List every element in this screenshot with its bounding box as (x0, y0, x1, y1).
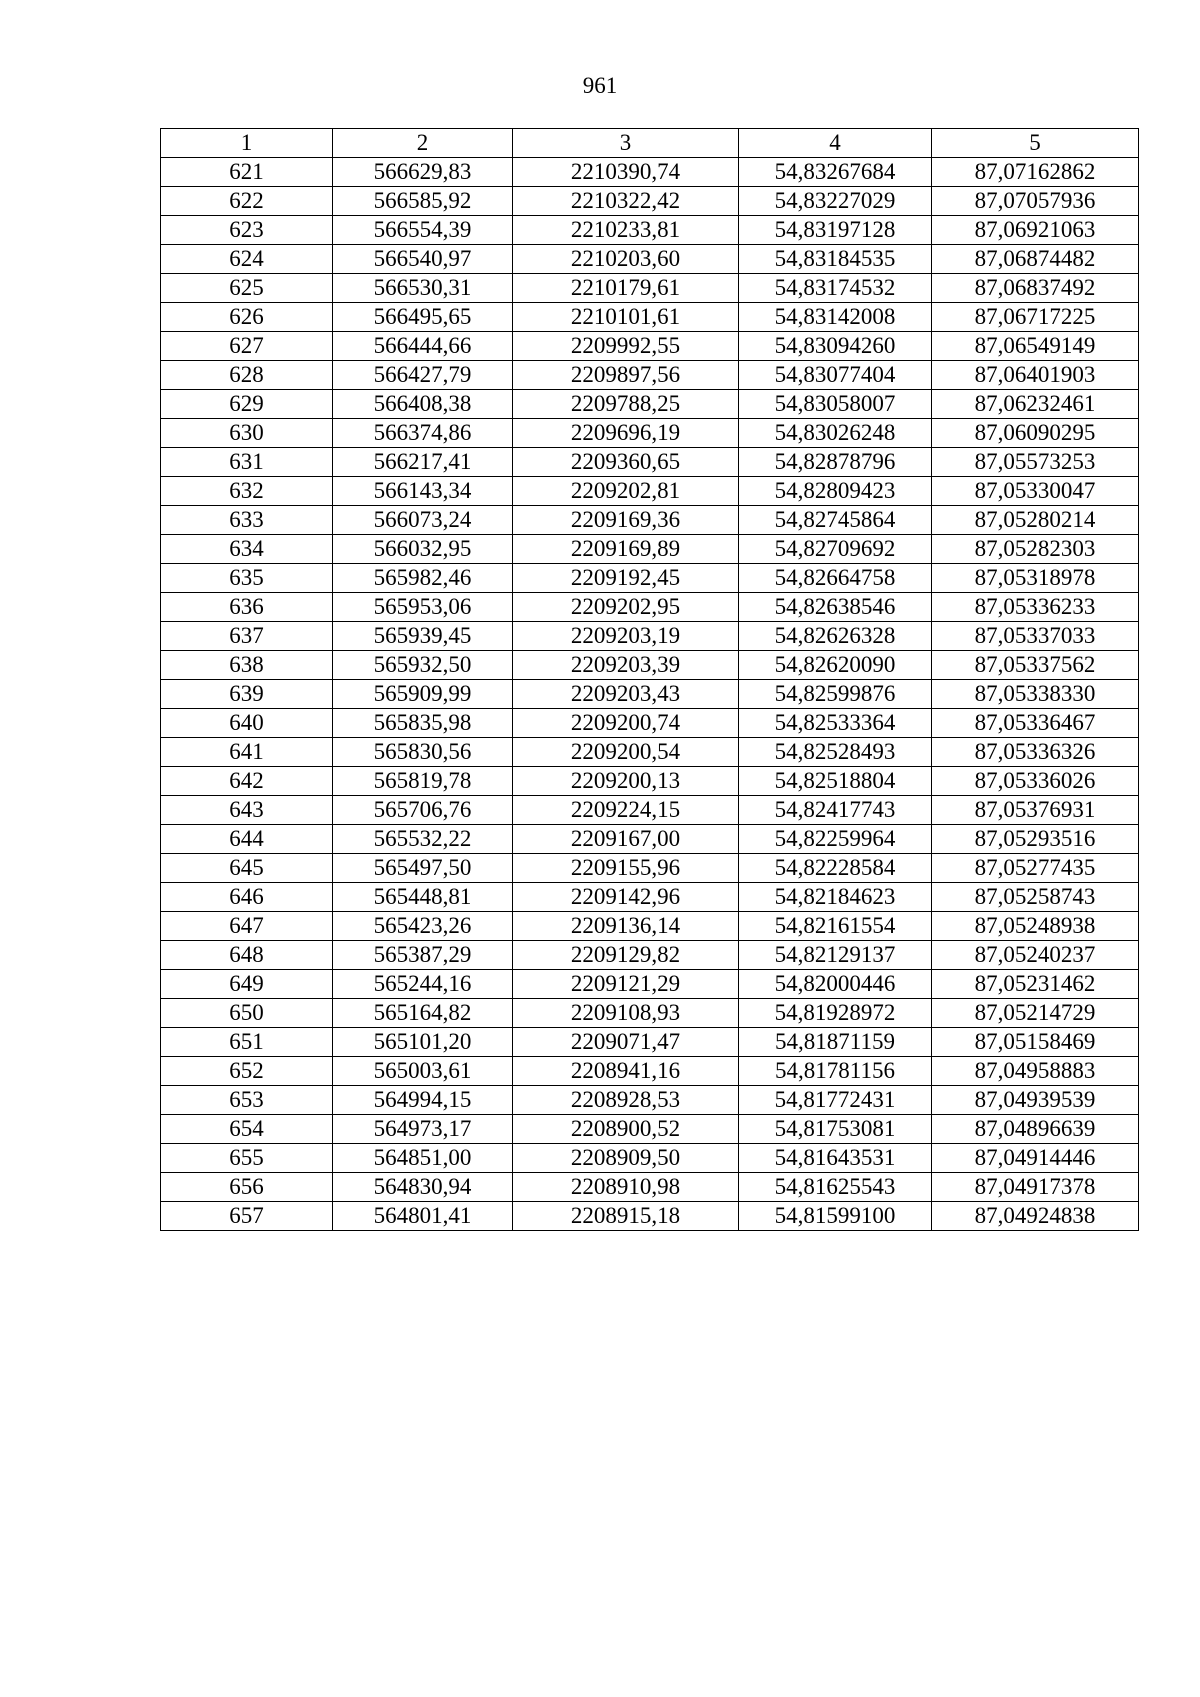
cell-y-coordinate: 2209136,14 (513, 912, 739, 941)
cell-longitude: 87,07162862 (932, 158, 1139, 187)
cell-latitude: 54,81781156 (739, 1057, 932, 1086)
cell-longitude: 87,04917378 (932, 1173, 1139, 1202)
cell-point-number: 640 (161, 709, 333, 738)
cell-point-number: 623 (161, 216, 333, 245)
cell-point-number: 655 (161, 1144, 333, 1173)
cell-longitude: 87,05318978 (932, 564, 1139, 593)
cell-point-number: 646 (161, 883, 333, 912)
table-row (161, 593, 1139, 622)
cell-longitude: 87,05258743 (932, 883, 1139, 912)
cell-latitude: 54,83267684 (739, 158, 932, 187)
cell-point-number: 636 (161, 593, 333, 622)
header-cell-5: 5 (932, 129, 1139, 158)
cell-x-coordinate: 565387,29 (333, 941, 513, 970)
cell-x-coordinate: 564973,17 (333, 1115, 513, 1144)
cell-longitude: 87,05240237 (932, 941, 1139, 970)
table-row (161, 187, 1139, 216)
table-row (161, 419, 1139, 448)
cell-y-coordinate: 2210233,81 (513, 216, 739, 245)
cell-latitude: 54,82745864 (739, 506, 932, 535)
cell-longitude: 87,06549149 (932, 332, 1139, 361)
cell-x-coordinate: 564994,15 (333, 1086, 513, 1115)
cell-latitude: 54,83094260 (739, 332, 932, 361)
cell-y-coordinate: 2209200,74 (513, 709, 739, 738)
cell-x-coordinate: 565101,20 (333, 1028, 513, 1057)
cell-latitude: 54,82809423 (739, 477, 932, 506)
cell-x-coordinate: 566629,83 (333, 158, 513, 187)
table-row (161, 332, 1139, 361)
cell-longitude: 87,06401903 (932, 361, 1139, 390)
cell-point-number: 656 (161, 1173, 333, 1202)
table-row (161, 738, 1139, 767)
cell-y-coordinate: 2209169,89 (513, 535, 739, 564)
cell-longitude: 87,05376931 (932, 796, 1139, 825)
cell-point-number: 627 (161, 332, 333, 361)
header-cell-1: 1 (161, 129, 333, 158)
table-row (161, 680, 1139, 709)
table-row (161, 158, 1139, 187)
cell-x-coordinate: 565003,61 (333, 1057, 513, 1086)
cell-latitude: 54,81753081 (739, 1115, 932, 1144)
table-row (161, 303, 1139, 332)
cell-x-coordinate: 565830,56 (333, 738, 513, 767)
table-row (161, 506, 1139, 535)
table-row (161, 390, 1139, 419)
cell-longitude: 87,06874482 (932, 245, 1139, 274)
cell-x-coordinate: 565423,26 (333, 912, 513, 941)
cell-point-number: 629 (161, 390, 333, 419)
cell-x-coordinate: 565939,45 (333, 622, 513, 651)
cell-latitude: 54,82518804 (739, 767, 932, 796)
cell-point-number: 633 (161, 506, 333, 535)
cell-x-coordinate: 566408,38 (333, 390, 513, 419)
cell-latitude: 54,82709692 (739, 535, 932, 564)
header-cell-3: 3 (513, 129, 739, 158)
cell-latitude: 54,82184623 (739, 883, 932, 912)
cell-y-coordinate: 2209202,81 (513, 477, 739, 506)
cell-y-coordinate: 2209192,45 (513, 564, 739, 593)
cell-longitude: 87,05282303 (932, 535, 1139, 564)
cell-y-coordinate: 2210101,61 (513, 303, 739, 332)
cell-point-number: 643 (161, 796, 333, 825)
cell-y-coordinate: 2209200,13 (513, 767, 739, 796)
cell-y-coordinate: 2208915,18 (513, 1202, 739, 1231)
cell-point-number: 630 (161, 419, 333, 448)
cell-latitude: 54,82626328 (739, 622, 932, 651)
cell-point-number: 650 (161, 999, 333, 1028)
cell-latitude: 54,83197128 (739, 216, 932, 245)
cell-longitude: 87,06232461 (932, 390, 1139, 419)
cell-y-coordinate: 2210203,60 (513, 245, 739, 274)
cell-latitude: 54,82161554 (739, 912, 932, 941)
cell-longitude: 87,06837492 (932, 274, 1139, 303)
cell-point-number: 645 (161, 854, 333, 883)
cell-longitude: 87,05336467 (932, 709, 1139, 738)
cell-point-number: 639 (161, 680, 333, 709)
cell-point-number: 624 (161, 245, 333, 274)
cell-point-number: 648 (161, 941, 333, 970)
cell-y-coordinate: 2210322,42 (513, 187, 739, 216)
cell-latitude: 54,82664758 (739, 564, 932, 593)
cell-point-number: 632 (161, 477, 333, 506)
cell-latitude: 54,83227029 (739, 187, 932, 216)
cell-longitude: 87,05337033 (932, 622, 1139, 651)
cell-longitude: 87,07057936 (932, 187, 1139, 216)
cell-longitude: 87,06090295 (932, 419, 1139, 448)
cell-y-coordinate: 2210390,74 (513, 158, 739, 187)
cell-y-coordinate: 2209992,55 (513, 332, 739, 361)
cell-longitude: 87,05338330 (932, 680, 1139, 709)
page-number: 961 (582, 73, 618, 98)
cell-point-number: 638 (161, 651, 333, 680)
table-row (161, 767, 1139, 796)
cell-latitude: 54,82417743 (739, 796, 932, 825)
cell-x-coordinate: 566444,66 (333, 332, 513, 361)
cell-latitude: 54,82878796 (739, 448, 932, 477)
cell-longitude: 87,05336026 (932, 767, 1139, 796)
table-row (161, 477, 1139, 506)
cell-x-coordinate: 566374,86 (333, 419, 513, 448)
cell-latitude: 54,83026248 (739, 419, 932, 448)
cell-latitude: 54,82533364 (739, 709, 932, 738)
table-row (161, 999, 1139, 1028)
cell-y-coordinate: 2209169,36 (513, 506, 739, 535)
cell-longitude: 87,05277435 (932, 854, 1139, 883)
cell-longitude: 87,04896639 (932, 1115, 1139, 1144)
cell-x-coordinate: 566585,92 (333, 187, 513, 216)
cell-y-coordinate: 2209203,19 (513, 622, 739, 651)
table-row (161, 1173, 1139, 1202)
table-row (161, 245, 1139, 274)
table-row (161, 825, 1139, 854)
table-row (161, 622, 1139, 651)
table-row (161, 1115, 1139, 1144)
table-row (161, 709, 1139, 738)
cell-point-number: 644 (161, 825, 333, 854)
cell-point-number: 653 (161, 1086, 333, 1115)
table-row (161, 216, 1139, 245)
cell-latitude: 54,82599876 (739, 680, 932, 709)
cell-latitude: 54,82528493 (739, 738, 932, 767)
table-row (161, 796, 1139, 825)
cell-x-coordinate: 566032,95 (333, 535, 513, 564)
cell-latitude: 54,83058007 (739, 390, 932, 419)
cell-y-coordinate: 2208941,16 (513, 1057, 739, 1086)
cell-point-number: 635 (161, 564, 333, 593)
cell-y-coordinate: 2209071,47 (513, 1028, 739, 1057)
cell-x-coordinate: 565953,06 (333, 593, 513, 622)
cell-point-number: 626 (161, 303, 333, 332)
cell-x-coordinate: 565932,50 (333, 651, 513, 680)
cell-latitude: 54,81871159 (739, 1028, 932, 1057)
cell-latitude: 54,82620090 (739, 651, 932, 680)
cell-x-coordinate: 566540,97 (333, 245, 513, 274)
cell-longitude: 87,05336326 (932, 738, 1139, 767)
cell-longitude: 87,04924838 (932, 1202, 1139, 1231)
cell-latitude: 54,83184535 (739, 245, 932, 274)
table-row (161, 970, 1139, 999)
cell-x-coordinate: 566217,41 (333, 448, 513, 477)
coordinates-table (160, 128, 1139, 1231)
cell-y-coordinate: 2208900,52 (513, 1115, 739, 1144)
cell-y-coordinate: 2209224,15 (513, 796, 739, 825)
cell-longitude: 87,05248938 (932, 912, 1139, 941)
table-row (161, 941, 1139, 970)
cell-latitude: 54,81772431 (739, 1086, 932, 1115)
cell-x-coordinate: 565497,50 (333, 854, 513, 883)
cell-x-coordinate: 565706,76 (333, 796, 513, 825)
cell-point-number: 634 (161, 535, 333, 564)
cell-x-coordinate: 564830,94 (333, 1173, 513, 1202)
cell-y-coordinate: 2208928,53 (513, 1086, 739, 1115)
header-cell-2: 2 (333, 129, 513, 158)
cell-x-coordinate: 565819,78 (333, 767, 513, 796)
cell-x-coordinate: 565982,46 (333, 564, 513, 593)
cell-x-coordinate: 564801,41 (333, 1202, 513, 1231)
cell-longitude: 87,04939539 (932, 1086, 1139, 1115)
cell-x-coordinate: 566427,79 (333, 361, 513, 390)
cell-y-coordinate: 2209200,54 (513, 738, 739, 767)
cell-longitude: 87,05231462 (932, 970, 1139, 999)
header-cell-4: 4 (739, 129, 932, 158)
cell-point-number: 652 (161, 1057, 333, 1086)
cell-latitude: 54,81599100 (739, 1202, 932, 1231)
cell-y-coordinate: 2209696,19 (513, 419, 739, 448)
table-row (161, 1057, 1139, 1086)
cell-y-coordinate: 2209203,39 (513, 651, 739, 680)
cell-longitude: 87,04958883 (932, 1057, 1139, 1086)
cell-longitude: 87,05330047 (932, 477, 1139, 506)
table-row (161, 274, 1139, 303)
cell-x-coordinate: 566073,24 (333, 506, 513, 535)
cell-longitude: 87,05214729 (932, 999, 1139, 1028)
cell-x-coordinate: 565164,82 (333, 999, 513, 1028)
cell-point-number: 621 (161, 158, 333, 187)
cell-latitude: 54,82259964 (739, 825, 932, 854)
cell-point-number: 625 (161, 274, 333, 303)
cell-x-coordinate: 564851,00 (333, 1144, 513, 1173)
cell-longitude: 87,05158469 (932, 1028, 1139, 1057)
table-row (161, 1028, 1139, 1057)
cell-point-number: 654 (161, 1115, 333, 1144)
cell-latitude: 54,81625543 (739, 1173, 932, 1202)
cell-point-number: 631 (161, 448, 333, 477)
table-row (161, 854, 1139, 883)
table-row (161, 1202, 1139, 1231)
cell-point-number: 642 (161, 767, 333, 796)
table-row (161, 1086, 1139, 1115)
cell-point-number: 637 (161, 622, 333, 651)
cell-point-number: 657 (161, 1202, 333, 1231)
cell-point-number: 649 (161, 970, 333, 999)
cell-latitude: 54,83142008 (739, 303, 932, 332)
cell-longitude: 87,05337562 (932, 651, 1139, 680)
table-header-row (161, 129, 1139, 158)
cell-latitude: 54,83077404 (739, 361, 932, 390)
cell-latitude: 54,83174532 (739, 274, 932, 303)
cell-y-coordinate: 2209897,56 (513, 361, 739, 390)
table-row (161, 1144, 1139, 1173)
cell-x-coordinate: 566143,34 (333, 477, 513, 506)
cell-latitude: 54,81928972 (739, 999, 932, 1028)
cell-y-coordinate: 2209108,93 (513, 999, 739, 1028)
cell-x-coordinate: 565244,16 (333, 970, 513, 999)
cell-x-coordinate: 565532,22 (333, 825, 513, 854)
cell-y-coordinate: 2209360,65 (513, 448, 739, 477)
table-row (161, 535, 1139, 564)
cell-x-coordinate: 565835,98 (333, 709, 513, 738)
cell-point-number: 651 (161, 1028, 333, 1057)
table-body (161, 129, 1139, 1231)
cell-y-coordinate: 2209202,95 (513, 593, 739, 622)
cell-longitude: 87,05336233 (932, 593, 1139, 622)
table-row (161, 883, 1139, 912)
cell-y-coordinate: 2209167,00 (513, 825, 739, 854)
cell-latitude: 54,82638546 (739, 593, 932, 622)
cell-y-coordinate: 2209788,25 (513, 390, 739, 419)
cell-y-coordinate: 2209121,29 (513, 970, 739, 999)
cell-point-number: 622 (161, 187, 333, 216)
cell-longitude: 87,06717225 (932, 303, 1139, 332)
table-row (161, 448, 1139, 477)
cell-point-number: 641 (161, 738, 333, 767)
cell-longitude: 87,04914446 (932, 1144, 1139, 1173)
cell-longitude: 87,05293516 (932, 825, 1139, 854)
cell-x-coordinate: 566554,39 (333, 216, 513, 245)
cell-latitude: 54,82228584 (739, 854, 932, 883)
cell-y-coordinate: 2209203,43 (513, 680, 739, 709)
table-row (161, 361, 1139, 390)
cell-longitude: 87,06921063 (932, 216, 1139, 245)
cell-longitude: 87,05280214 (932, 506, 1139, 535)
cell-x-coordinate: 565909,99 (333, 680, 513, 709)
cell-y-coordinate: 2209142,96 (513, 883, 739, 912)
cell-x-coordinate: 566495,65 (333, 303, 513, 332)
cell-y-coordinate: 2210179,61 (513, 274, 739, 303)
table-row (161, 564, 1139, 593)
cell-point-number: 628 (161, 361, 333, 390)
cell-point-number: 647 (161, 912, 333, 941)
cell-longitude: 87,05573253 (932, 448, 1139, 477)
cell-latitude: 54,81643531 (739, 1144, 932, 1173)
cell-latitude: 54,82129137 (739, 941, 932, 970)
cell-y-coordinate: 2208909,50 (513, 1144, 739, 1173)
cell-x-coordinate: 565448,81 (333, 883, 513, 912)
cell-latitude: 54,82000446 (739, 970, 932, 999)
cell-y-coordinate: 2209129,82 (513, 941, 739, 970)
cell-y-coordinate: 2208910,98 (513, 1173, 739, 1202)
cell-y-coordinate: 2209155,96 (513, 854, 739, 883)
table-row (161, 912, 1139, 941)
cell-x-coordinate: 566530,31 (333, 274, 513, 303)
table-row (161, 651, 1139, 680)
